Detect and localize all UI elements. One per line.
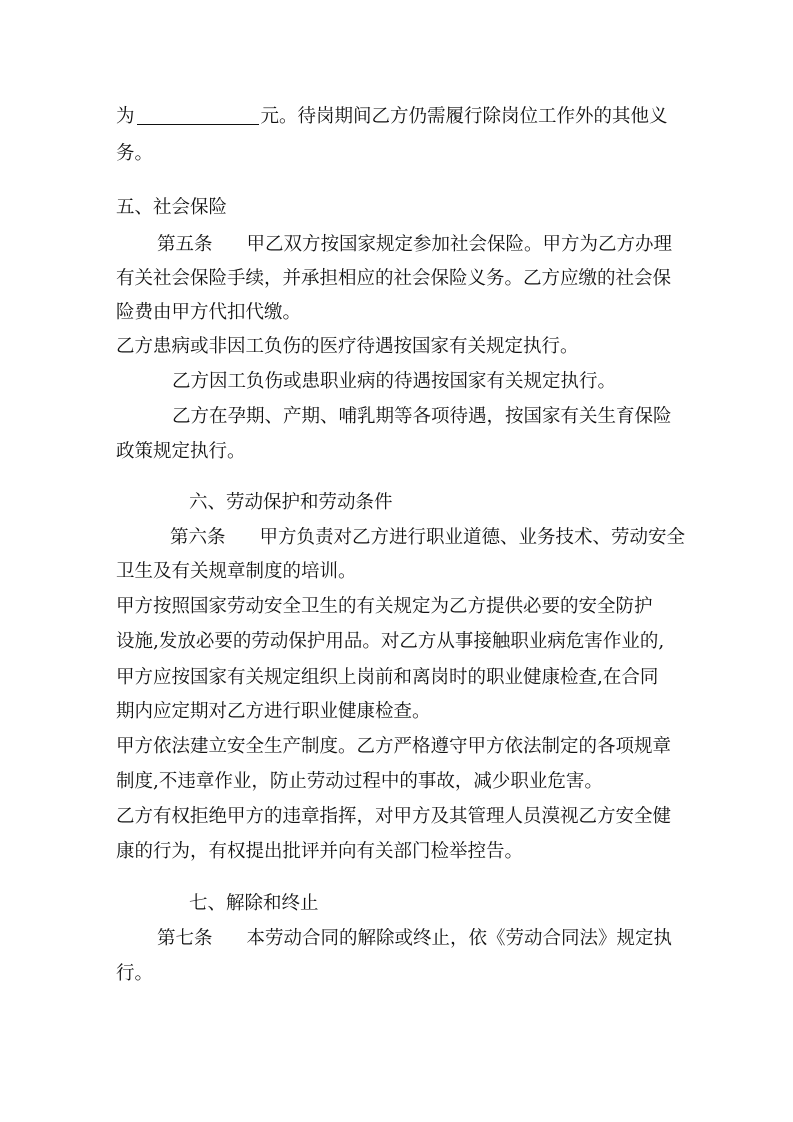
text-line: 甲方依法建立安全生产制度。乙方严格遵守甲方依法制定的各项规章 bbox=[116, 736, 672, 757]
text-line: 乙方因工负伤或患职业病的待遇按国家有关规定执行。 bbox=[172, 371, 617, 392]
text-line bbox=[170, 521, 685, 554]
section-heading-7: 七、解除和终止 bbox=[189, 893, 319, 914]
text-line: 政策规定执行。 bbox=[116, 441, 246, 462]
text-line: 有关社会保险手续，并承担相应的社会保险义务。乙方应缴的社会保 bbox=[116, 268, 672, 289]
text-line: 甲方按照国家劳动安全卫生的有关规定为乙方提供必要的安全防护 bbox=[116, 596, 653, 617]
article-label: 第六条 bbox=[170, 527, 226, 548]
article-label: 第七条 bbox=[157, 928, 213, 949]
fill-in-blank bbox=[137, 102, 259, 125]
text-line bbox=[157, 922, 672, 955]
text-line: 乙方患病或非因工负伤的医疗待遇按国家有关规定执行。 bbox=[116, 336, 579, 357]
section-heading-5: 五、社会保险 bbox=[116, 197, 228, 218]
text-line: 康的行为，有权提出批评并向有关部门检举控告。 bbox=[116, 841, 524, 862]
text-line: 乙方有权拒绝甲方的违章指挥，对甲方及其管理人员漠视乙方安全健 bbox=[116, 806, 672, 827]
text-line: 制度,不违章作业，防止劳动过程中的事故，减少职业危害。 bbox=[116, 771, 603, 792]
text-segment: 甲方负责对乙方进行职业道德、业务技术、劳动安全 bbox=[259, 527, 686, 548]
text-line: 期内应定期对乙方进行职业健康检查。 bbox=[116, 701, 431, 722]
article-label: 第五条 bbox=[157, 234, 213, 255]
text-line bbox=[116, 100, 668, 133]
text-line: 行。 bbox=[116, 963, 154, 984]
text-line: 卫生及有关规章制度的培训。 bbox=[116, 561, 357, 582]
text-line: 务。 bbox=[116, 143, 154, 164]
text-segment: 甲乙双方按国家规定参加社会保险。甲方为乙方办理 bbox=[246, 234, 673, 255]
section-heading-6: 六、劳动保护和劳动条件 bbox=[189, 492, 393, 513]
text-line: 甲方应按国家有关规定组织上岗前和离岗时的职业健康检查,在合同 bbox=[116, 667, 659, 688]
text-segment: 元。待岗期间乙方仍需履行除岗位工作外的其他义 bbox=[260, 106, 668, 127]
text-line: 乙方在孕期、产期、哺乳期等各项待遇，按国家有关生育保险 bbox=[172, 406, 672, 427]
text-line bbox=[157, 228, 672, 261]
text-segment: 本劳动合同的解除或终止，依《劳动合同法》规定执 bbox=[246, 928, 673, 949]
text-line: 设施,发放必要的劳动保护用品。对乙方从事接触职业病危害作业的, bbox=[116, 631, 665, 652]
text-line: 险费由甲方代扣代缴。 bbox=[116, 302, 302, 323]
text-segment: 为 bbox=[116, 106, 135, 127]
